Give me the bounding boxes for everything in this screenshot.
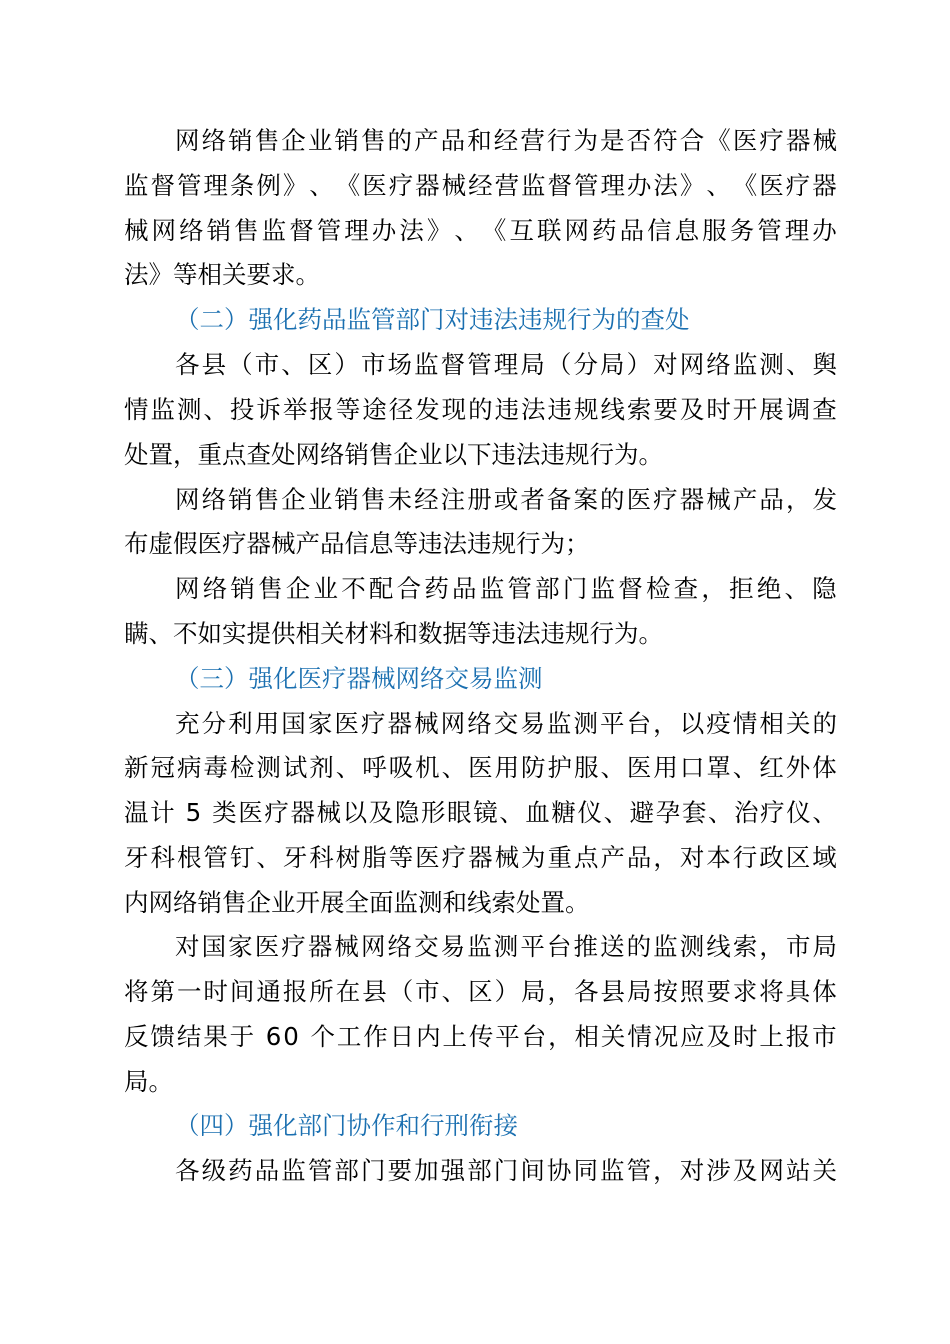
paragraph-line: 械 网 络 销 售 监 督 管 理 办 法 》 、 《 互 联 网 药 品 信 息 服 务 管 理 办 [124, 216, 837, 245]
paragraph-line: 反 馈 结 果 于 6 0 个 工 作 日 内 上 传 平 台 ， 相 关 情 况 应 及 时 上 报 市 [124, 1022, 837, 1051]
paragraph-line: 情 监 测 、 投 诉 举 报 等 途 径 发 现 的 违 法 违 规 线 索 要 及 时 开 展 调 查 [124, 395, 837, 424]
section-heading: （三）强化医疗器械网络交易监测 [175, 664, 543, 693]
paragraph-line: 各 级 药 品 监 管 部 门 要 加 强 部 门 间 协 同 监 管 ， 对 涉 及 网 站 关 [175, 1156, 837, 1185]
paragraph-line: 处置，重点查处网络销售企业以下违法违规行为。 [124, 440, 663, 469]
paragraph-line: 局。 [124, 1067, 173, 1096]
paragraph-line: 布虚假医疗器械产品信息等违法违规行为； [124, 529, 590, 558]
paragraph-line: 法》等相关要求。 [124, 260, 320, 289]
paragraph-line: 内网络销售企业开展全面监测和线索处置。 [124, 888, 590, 917]
section-heading: （二）强化药品监管部门对违法违规行为的查处 [175, 305, 690, 334]
paragraph-line: 充 分 利 用 国 家 医 疗 器 械 网 络 交 易 监 测 平 台 ， 以 疫 情 相 关 的 [175, 709, 837, 738]
paragraph-line: 新 冠 病 毒 检 测 试 剂 、 呼 吸 机 、 医 用 防 护 服 、 医 用 口 罩 、 红 外 体 [124, 753, 837, 782]
paragraph-line: 牙 科 根 管 钉 、 牙 科 树 脂 等 医 疗 器 械 为 重 点 产 品 ， 对 本 行 政 区 域 [124, 843, 837, 872]
paragraph-line: 网 络 销 售 企 业 销 售 的 产 品 和 经 营 行 为 是 否 符 合 《 医 疗 器 械 [175, 126, 837, 155]
paragraph-line: 瞒、不如实提供相关材料和数据等违法违规行为。 [124, 619, 663, 648]
paragraph-line: 温 计 5 类 医 疗 器 械 以 及 隐 形 眼 镜 、 血 糖 仪 、 避 孕 套 、 治 疗 仪 、 [124, 798, 837, 827]
paragraph-line: 对 国 家 医 疗 器 械 网 络 交 易 监 测 平 台 推 送 的 监 测 线 索 ， 市 局 [175, 932, 837, 961]
paragraph-line: 将 第 一 时 间 通 报 所 在 县 （ 市 、 区 ） 局 ， 各 县 局 按 照 要 求 将 具 体 [124, 977, 837, 1006]
paragraph-line: 各 县 （ 市 、 区 ） 市 场 监 督 管 理 局 （ 分 局 ） 对 网 络 监 测 、 舆 [175, 350, 837, 379]
section-heading: （四）强化部门协作和行刑衔接 [175, 1111, 518, 1140]
paragraph-line: 网 络 销 售 企 业 销 售 未 经 注 册 或 者 备 案 的 医 疗 器 械 产 品 ， 发 [175, 485, 837, 514]
paragraph-line: 监 督 管 理 条 例 》 、 《 医 疗 器 械 经 营 监 督 管 理 办 法 》 、 《 医 疗 器 [124, 171, 837, 200]
paragraph-line: 网 络 销 售 企 业 不 配 合 药 品 监 管 部 门 监 督 检 查 ， 拒 绝 、 隐 [175, 574, 837, 603]
